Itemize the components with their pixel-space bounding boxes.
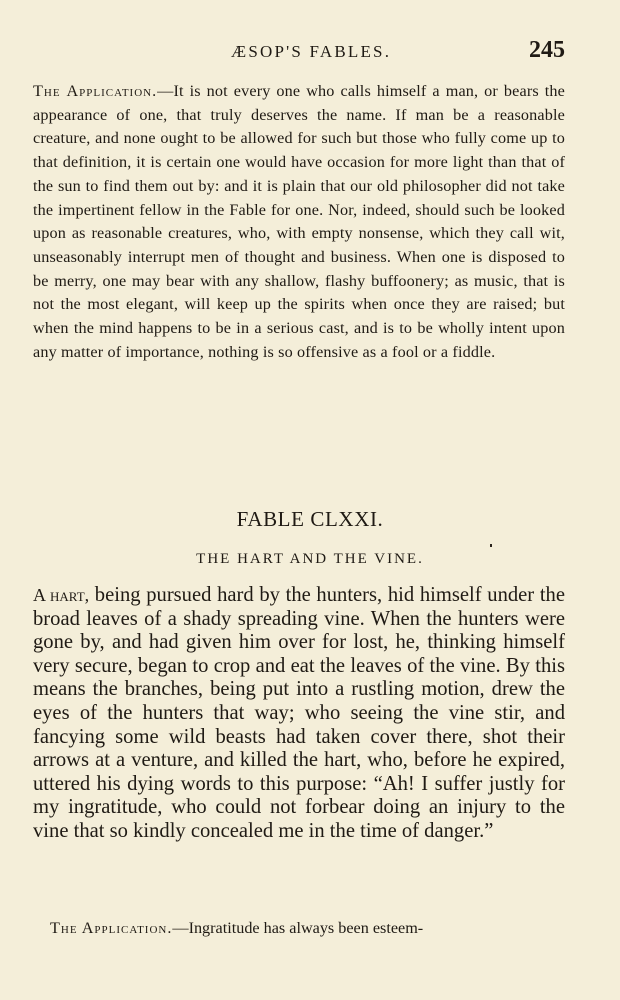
application-label: The Application. [33,82,158,100]
running-head: ÆSOP'S FABLES. [231,42,392,61]
fable-subtitle: THE HART AND THE VINE. [196,551,424,567]
application-paragraph-previous-fable [33,80,565,364]
application-text-2: —Ingratitude has always been esteem- [172,919,424,937]
fable-title: FABLE CLXXI. [236,507,384,531]
fable-opening-words: A hart, [33,585,90,605]
print-speck [490,544,492,547]
application-text: —It is not every one who calls himself a man, or bears the appearance of one, that truly deserves the name. If man be a reasonable creature, and none ought to be allowed for such but those who fully come up to that definition, it is certain one would have occasion for more light than that of the sun to find them out by: and it is plain that our old philosopher did not take the impertinent fellow in the Fable for one. Nor, indeed, should such be looked upon as reasonable creatures, who, with empty nonsense, which they call wit, unseasonably interrupt men of thought and business. When one is disposed to be merry, one may bear with any shallow, flashy buffoonery; as music, that is not the most elegant, will keep up the spirits when once they are raised; but when the mind happens to be in a serious cast, and is to be wholly intent upon any matter of importance, nothing is so offensive as a fool or a fiddle. [33,82,565,361]
page-number: 245 [529,37,565,63]
application-paragraph-current-fable [50,917,570,940]
fable-body-text: being pursued hard by the hunters, hid himself under the broad leaves of a shady spreading vine. When the hunters were gone by, and had given him over for lost, he, thinking himself very secure, began to crop and eat the leaves of the vine. By this means the branches, being put into a rustling motion, drew the eyes of the hunters that way; who seeing the vine stir, and fancying some wild beasts had taken cover there, shot their arrows at a venture, and killed the hart, who, before he expired, uttered his dying words to this purpose: “Ah! I suffer justly for my ingratitude, who could not forbear doing an injury to the vine that so kindly concealed me in the time of danger.” [33,584,565,842]
page-header [33,37,565,68]
fable-body [33,584,565,844]
application-label-2: The Application. [50,919,173,937]
